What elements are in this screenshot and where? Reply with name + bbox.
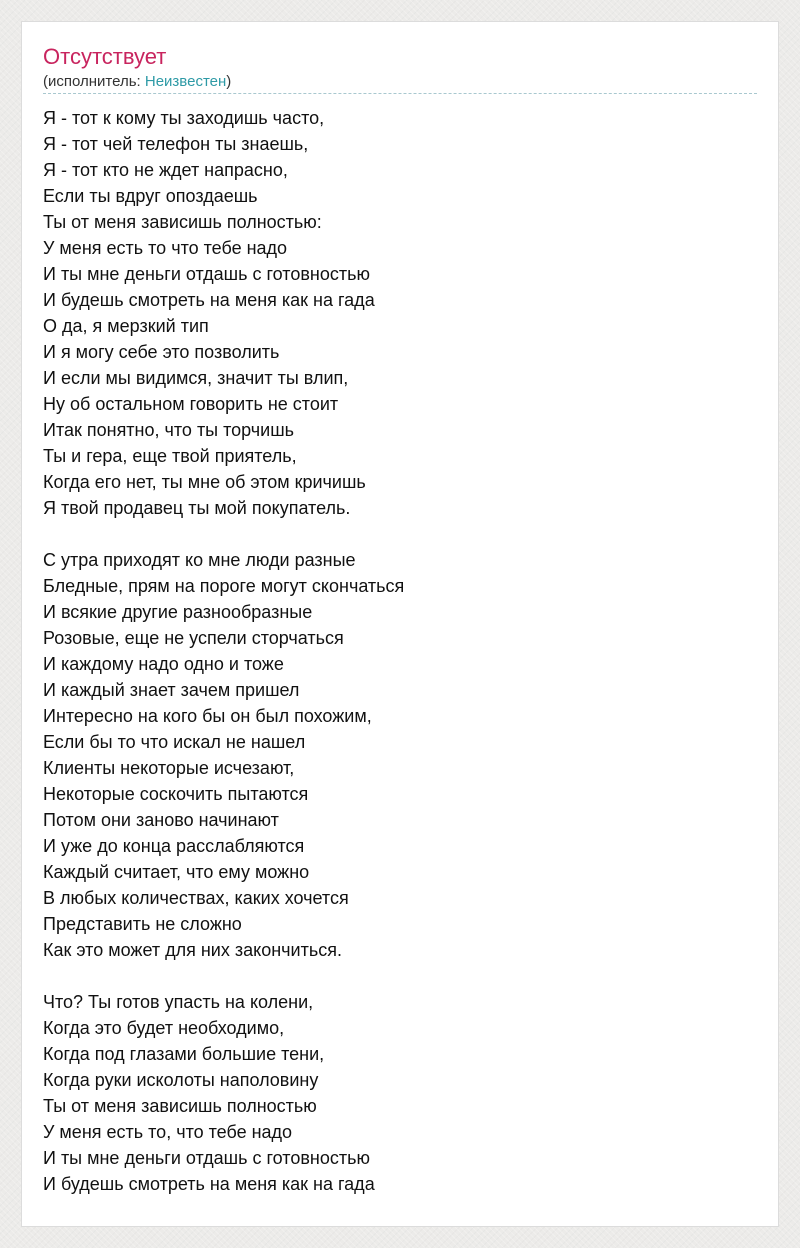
song-title: Отсутствует bbox=[43, 44, 167, 69]
lyric-line: Если ты вдруг опоздаешь bbox=[43, 186, 258, 206]
lyric-line: Клиенты некоторые исчезают, bbox=[43, 758, 295, 778]
lyric-line: Когда руки исколоты наполовину bbox=[43, 1070, 319, 1090]
lyric-line: Когда это будет необходимо, bbox=[43, 1018, 285, 1038]
lyric-line: В любых количествах, каких хочется bbox=[43, 888, 349, 908]
lyric-line: Интересно на кого бы он был похожим, bbox=[43, 706, 372, 726]
lyric-line: Ты и гера, еще твой приятель, bbox=[43, 446, 297, 466]
lyric-line: И каждый знает зачем пришел bbox=[43, 680, 300, 700]
lyric-line: Что? Ты готов упасть на колени, bbox=[43, 992, 314, 1012]
lyric-line: Когда его нет, ты мне об этом кричишь bbox=[43, 472, 366, 492]
lyric-line: Итак понятно, что ты торчишь bbox=[43, 420, 295, 440]
artist-link[interactable]: Неизвестен bbox=[144, 73, 227, 90]
lyrics-body bbox=[43, 105, 759, 1223]
lyrics-stanza-3 bbox=[43, 989, 759, 1197]
lyric-line: Когда под глазами большие тени, bbox=[43, 1044, 325, 1064]
lyric-line: И каждому надо одно и тоже bbox=[43, 654, 284, 674]
artist-prefix: (исполнитель: bbox=[43, 73, 145, 90]
lyric-line: Я - тот чей телефон ты знаешь, bbox=[43, 134, 309, 154]
lyric-line: Представить не сложно bbox=[43, 914, 242, 934]
lyric-line: И будешь смотреть на меня как на гада bbox=[43, 1174, 375, 1194]
lyric-line: И всякие другие разнообразные bbox=[43, 602, 313, 622]
lyric-line: Каждый считает, что ему можно bbox=[43, 862, 310, 882]
lyric-line: О да, я мерзкий тип bbox=[43, 316, 209, 336]
lyric-line: У меня есть то что тебе надо bbox=[43, 238, 288, 258]
lyrics-stanza-1 bbox=[43, 105, 759, 521]
lyric-line: С утра приходят ко мне люди разные bbox=[43, 550, 356, 570]
lyric-line: Ты от меня зависишь полностью: bbox=[43, 212, 322, 232]
lyric-line: И уже до конца расслабляются bbox=[43, 836, 305, 856]
lyric-line: Потом они заново начинают bbox=[43, 810, 279, 830]
lyric-line: И будешь смотреть на меня как на гада bbox=[43, 290, 375, 310]
lyric-line: Бледные, прям на пороге могут скончаться bbox=[43, 576, 405, 596]
lyric-line: Некоторые соскочить пытаются bbox=[43, 784, 309, 804]
lyric-line: И ты мне деньги отдашь с готовностью bbox=[43, 1148, 370, 1168]
lyric-line: У меня есть то, что тебе надо bbox=[43, 1122, 293, 1142]
lyric-line: Ты от меня зависишь полностью bbox=[43, 1096, 317, 1116]
lyric-line: И ты мне деньги отдашь с готовностью bbox=[43, 264, 370, 284]
lyric-line: И я могу себе это позволить bbox=[43, 342, 280, 362]
lyric-line: Я твой продавец ты мой покупатель. bbox=[43, 498, 351, 518]
lyrics-stanza-2 bbox=[43, 547, 759, 963]
lyric-line: Я - тот к кому ты заходишь часто, bbox=[43, 108, 325, 128]
lyric-line: И если мы видимся, значит ты влип, bbox=[43, 368, 349, 388]
lyrics-card bbox=[21, 21, 779, 1227]
title-divider bbox=[43, 93, 757, 94]
lyric-line: Ну об остальном говорить не стоит bbox=[43, 394, 339, 414]
lyric-line: Я - тот кто не ждет напрасно, bbox=[43, 160, 288, 180]
artist-suffix: ) bbox=[226, 73, 232, 90]
lyric-line: Если бы то что искал не нашел bbox=[43, 732, 306, 752]
lyric-line: Как это может для них закончиться. bbox=[43, 940, 342, 960]
lyric-line: Розовые, еще не успели сторчаться bbox=[43, 628, 344, 648]
artist-line bbox=[43, 73, 231, 91]
